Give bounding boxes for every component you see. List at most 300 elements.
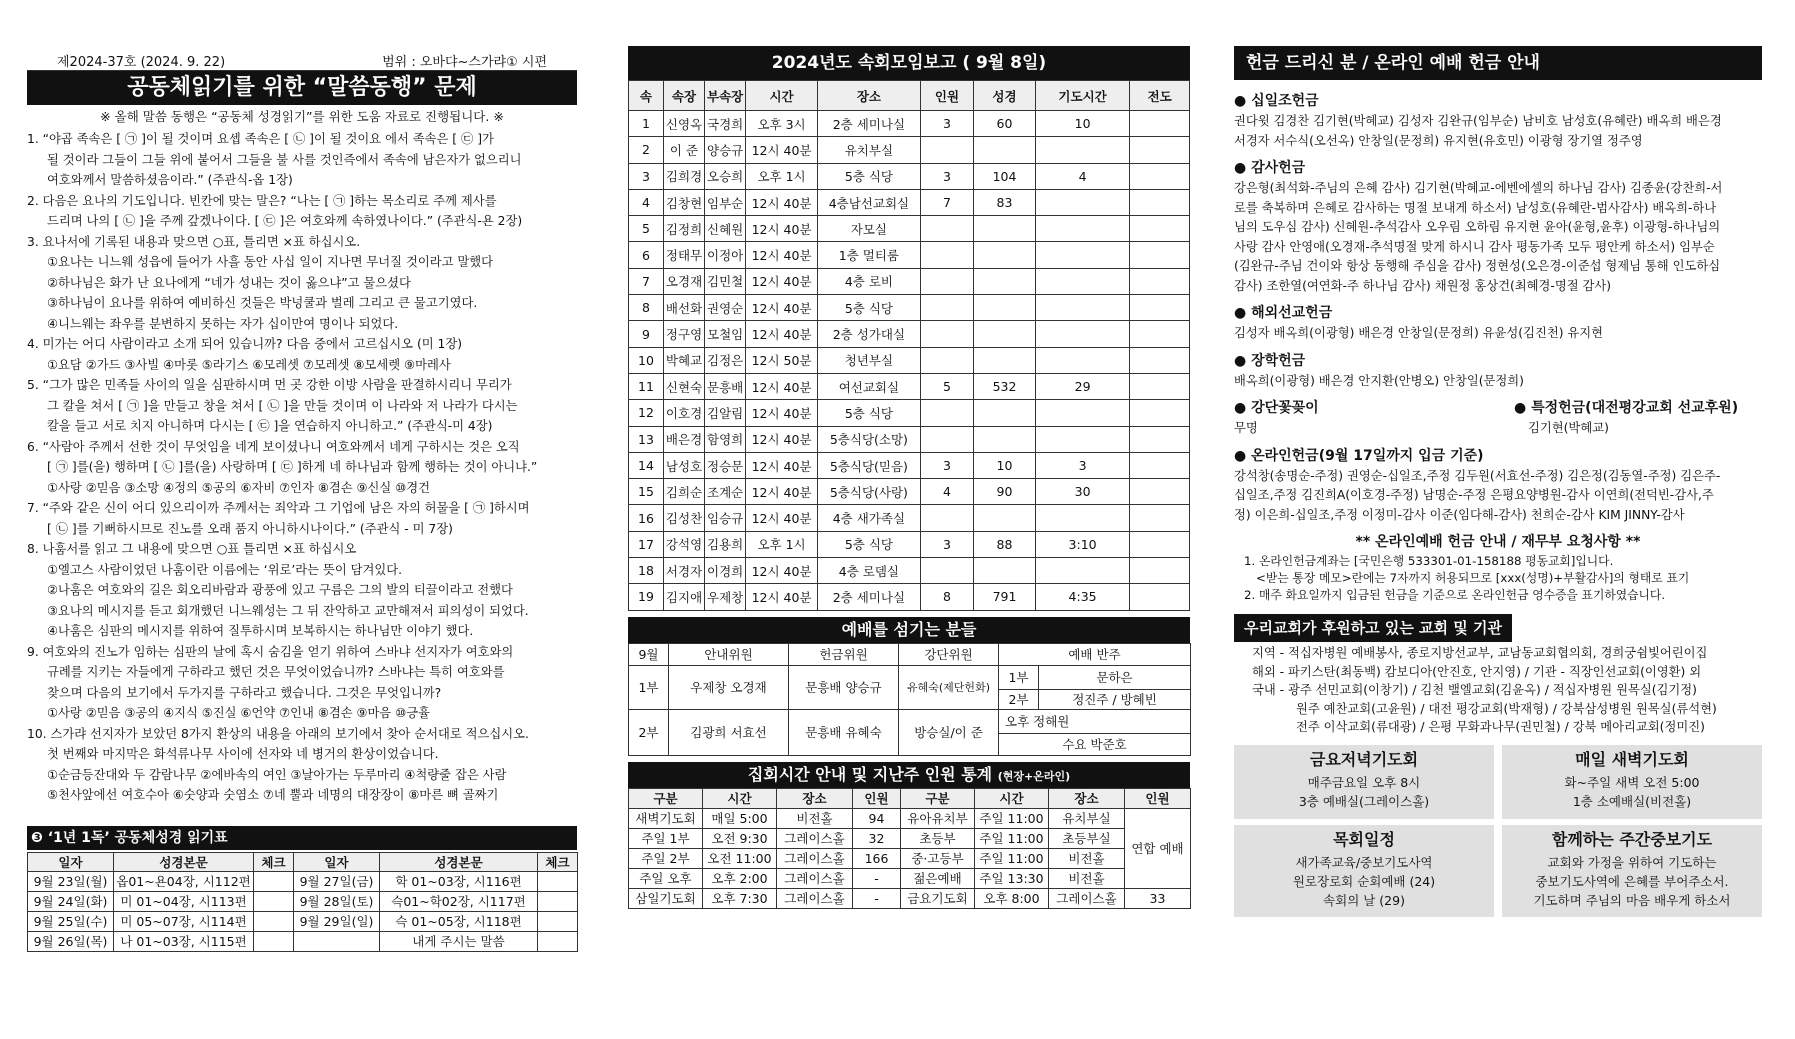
report-row <box>629 558 1190 584</box>
table-cell: 오후 1시 <box>746 531 818 557</box>
thanks-heading: ● 감사헌금 <box>1234 160 1306 176</box>
table-cell: 내게 주시는 말씀 <box>380 931 538 951</box>
table-cell: 비전홀 <box>1049 868 1125 888</box>
table-cell: - <box>853 868 901 888</box>
table-cell: 문흥배 <box>705 373 746 399</box>
table-cell: 166 <box>853 848 901 868</box>
table-cell <box>1130 558 1190 584</box>
table-cell: 12시 40분 <box>746 268 818 294</box>
scholar-list: 배옥희(이광형) 배은경 안지환(안병오) 안창일(문정희) <box>1234 373 1524 388</box>
table-cell: 배선화 <box>663 295 704 321</box>
table-cell: 주일 13:30 <box>975 868 1049 888</box>
report-header-cell: 속 <box>629 81 664 111</box>
table-cell: 12시 40분 <box>746 321 818 347</box>
flower-heading: ● 강단꽃꽂이 <box>1234 400 1319 416</box>
report-header-cell: 기도시간 <box>1035 81 1130 111</box>
table-cell: 삼일기도회 <box>629 888 703 908</box>
serve-h-offering: 헌금위원 <box>789 643 899 665</box>
table-cell: 12시 40분 <box>746 558 818 584</box>
table-cell: 젊은예배 <box>901 868 975 888</box>
report-header-cell: 성경 <box>974 81 1036 111</box>
quiz-line: 여호와께서 말씀하셨음이라.” (주관식-옵 1장) <box>47 173 293 187</box>
thanks-line: 로를 축복하며 은혜로 감사하는 명절 보내게 하소서) 남성호(유혜란-범사감사) 배옥희-하나 <box>1234 200 1717 215</box>
table-cell: 4층 로비 <box>818 268 921 294</box>
table-cell: 이경희 <box>705 558 746 584</box>
table-cell: 9월 27일(금) <box>294 871 380 891</box>
quiz-line: ④니느웨는 좌우를 분변하지 못하는 자가 십이만여 명이나 되었다. <box>47 316 399 331</box>
table-cell: 4층남선교회실 <box>818 189 921 215</box>
table-cell: 신혜원 <box>705 216 746 242</box>
table-cell: 주일 2부 <box>629 848 703 868</box>
offering-column <box>1234 46 1762 917</box>
table-cell: 정태무 <box>663 242 704 268</box>
quiz-line: 규례를 지키는 자들에게 구하라고 했던 것은 무엇이었습니까? 스바냐는 특히 여호와를 <box>47 665 505 679</box>
table-cell: 오경재 <box>663 268 704 294</box>
table-cell: 12 <box>629 400 664 426</box>
table-cell: 5층식당(소망) <box>818 426 921 452</box>
table-cell: 1층 멀티룸 <box>818 242 921 268</box>
table-cell: 5층 식당 <box>818 531 921 557</box>
notice-line: 1. 온라인헌금계좌는 [국민은행 533301-01-158188 평동교회]입니다. <box>1244 554 1614 568</box>
table-cell <box>1035 558 1130 584</box>
table-cell <box>920 242 973 268</box>
table-cell: 김성찬 <box>663 505 704 531</box>
support-line: 전주 이삭교회(류대광) / 은평 무화과나무(권민철) / 강북 메아리교회(정미진) <box>1296 720 1705 734</box>
table-cell: 그레이스홀 <box>777 848 853 868</box>
table-cell: 8 <box>920 584 973 610</box>
reading-row <box>28 931 578 951</box>
table-cell: 김용희 <box>705 531 746 557</box>
flower-list: 무명 <box>1234 421 1258 435</box>
table-cell: 9월 29일(일) <box>294 911 380 931</box>
table-cell: 오승희 <box>705 163 746 189</box>
box-line: 속회의 날 (29) <box>1323 892 1405 908</box>
table-cell <box>1035 268 1130 294</box>
table-cell: 미 01~04장, 시113편 <box>114 891 254 911</box>
reading-header-cell: 성경본문 <box>380 852 538 871</box>
table-cell: 김창현 <box>663 189 704 215</box>
table-cell <box>294 931 380 951</box>
table-cell: 10 <box>974 452 1036 478</box>
box-title: 금요저녁기도회 <box>1309 749 1419 769</box>
support-line: 해외 - 파키스탄(최동백) 캄보디아(안진호, 안지영) / 기관 - 직장인선교회(이영환) 외 <box>1252 664 1702 679</box>
issue-scope: 범위 : 오바댜~스가랴① 시편 <box>382 55 547 70</box>
mission-heading: ● 해외선교헌금 <box>1234 305 1333 321</box>
meet-header-cell: 시간 <box>975 788 1049 808</box>
table-cell <box>920 400 973 426</box>
quiz-line: 10. 스가랴 선지자가 보았던 8가지 환상의 내용을 아래의 보기에서 찾아 순서대로 적으십시오. <box>27 726 529 741</box>
table-cell: 금요기도회 <box>901 888 975 908</box>
table-cell: 오전 9:30 <box>703 828 777 848</box>
table-cell <box>1130 479 1190 505</box>
reading-header-cell: 일자 <box>28 852 114 871</box>
report-row <box>629 479 1190 505</box>
table-cell <box>1130 347 1190 373</box>
table-cell: 정승문 <box>705 452 746 478</box>
report-header-cell: 인원 <box>920 81 973 111</box>
box-title: 함께하는 주간중보기도 <box>1551 829 1713 849</box>
table-cell: 학 01~03장, 시116편 <box>380 871 538 891</box>
table-cell: 12시 40분 <box>746 295 818 321</box>
table-cell: 그레이스홀 <box>777 828 853 848</box>
table-cell <box>538 911 578 931</box>
table-cell: 12시 40분 <box>746 137 818 163</box>
table-cell: 김알림 <box>705 400 746 426</box>
serve-r1-altar: 유혜숙(제단헌화) <box>899 665 999 709</box>
pastoral-schedule-box <box>1234 825 1494 917</box>
quiz-line: 그 칼을 쳐서 [ ㉠ ]을 만들고 창을 쳐서 [ ㉡ ]을 만들 것이며 이 나라와 저 나라가 다시는 <box>47 398 518 413</box>
meet-row <box>629 808 1191 828</box>
quiz-line: 찾으며 다음의 보기에서 두가지를 구하라고 했습니다. 그것은 무엇입니까? <box>47 685 442 700</box>
table-cell <box>1130 189 1190 215</box>
table-cell: 임부순 <box>705 189 746 215</box>
reading-row <box>28 871 578 891</box>
table-cell: 그레이스홀 <box>1049 888 1125 908</box>
table-cell: 청년부실 <box>818 347 921 373</box>
table-cell <box>920 137 973 163</box>
table-cell <box>1130 373 1190 399</box>
table-cell: 권영순 <box>705 295 746 321</box>
table-cell <box>1130 505 1190 531</box>
table-cell <box>920 426 973 452</box>
support-line: 국내 - 광주 선민교회(이창기) / 김천 밸엘교회(김윤옥) / 적십자병원 원목실(김기정) <box>1252 683 1697 697</box>
quiz-line: ②나훔은 여호와의 길은 회오리바람과 광풍에 있고 구름은 그의 발의 티끌이라고 전했다 <box>47 583 513 597</box>
table-cell: 서경자 <box>663 558 704 584</box>
table-cell: 그레이스홀 <box>777 888 853 908</box>
box-line: 화~주일 새벽 오전 5:00 <box>1564 774 1700 790</box>
table-cell <box>974 558 1036 584</box>
notice-line: <받는 통장 메모>란에는 7자까지 허용되므로 [xxx(성명)+부활감사]의 형태로 표기 <box>1256 571 1690 585</box>
serve-r2-label: 2부 <box>629 709 669 755</box>
table-cell: 주일 오후 <box>629 868 703 888</box>
report-header-cell: 속장 <box>663 81 704 111</box>
table-cell: 매일 5:00 <box>703 808 777 828</box>
box-line: 원로장로회 순회예배 (24) <box>1292 873 1436 889</box>
tithe-heading: ● 십일조헌금 <box>1234 93 1319 109</box>
table-cell: 3 <box>920 452 973 478</box>
mission-list: 김성자 배옥희(이광형) 배은경 안창일(문정희) 유윤성(김진천) 유지현 <box>1234 326 1604 340</box>
table-cell: 조계순 <box>705 479 746 505</box>
table-cell <box>1130 111 1190 137</box>
report-row <box>629 242 1190 268</box>
issue-number: 제2024-37호 (2024. 9. 22) <box>57 55 226 70</box>
table-cell <box>1035 321 1130 347</box>
table-cell <box>920 321 973 347</box>
serve-h-usher: 안내위원 <box>669 643 789 665</box>
serve-r2-usher: 김광희 서효선 <box>669 709 789 755</box>
table-cell: 4 <box>920 479 973 505</box>
quiz-line: 8. 나훔서를 읽고 그 내용에 맞으면 ○표 틀리면 ×표 하십시오 <box>27 542 357 556</box>
quiz-line: 9. 여호와의 진노가 임하는 심판의 날에 혹시 숨김을 얻기 위하여 스바냐 선지자가 여호와의 <box>27 644 514 659</box>
table-cell: 박혜교 <box>663 347 704 373</box>
table-cell: 정구영 <box>663 321 704 347</box>
table-cell: 18 <box>629 558 664 584</box>
table-cell: 5 <box>920 373 973 399</box>
table-cell <box>1130 584 1190 610</box>
table-cell: 12시 40분 <box>746 216 818 242</box>
serve-h-month: 9월 <box>629 643 669 665</box>
table-cell: 94 <box>853 808 901 828</box>
table-cell: 2층 세미나실 <box>818 111 921 137</box>
serve-r1-banlabel: 1부 <box>999 665 1039 689</box>
quiz-line: ①엘고스 사람이었던 나훔이란 이름에는 ‘위로’라는 뜻이 담겨있다. <box>47 562 403 577</box>
meet-row <box>629 868 1191 888</box>
scholar-heading: ● 장학헌금 <box>1234 352 1306 369</box>
table-cell: 오전 11:00 <box>703 848 777 868</box>
report-row <box>629 189 1190 215</box>
report-row <box>629 111 1190 137</box>
table-cell: 신영옥 <box>663 111 704 137</box>
table-cell: 오후 7:30 <box>703 888 777 908</box>
table-cell: 4 <box>1035 163 1130 189</box>
table-cell: 그레이스홀 <box>777 868 853 888</box>
table-cell: 60 <box>974 111 1036 137</box>
offering-title: 헌금 드리신 분 / 온라인 예배 헌금 안내 <box>1234 46 1762 80</box>
table-cell: 남성호 <box>663 452 704 478</box>
serve-r2-altar: 방승실/이 준 <box>899 709 999 755</box>
box-line: 교회와 가정을 위하여 기도하는 <box>1547 854 1717 870</box>
online-list <box>1234 467 1762 526</box>
table-cell: 4층 새가족실 <box>818 505 921 531</box>
table-cell <box>974 137 1036 163</box>
serve-r1-ban: 문하은 <box>1039 665 1191 689</box>
table-cell: 미 05~07장, 시114편 <box>114 911 254 931</box>
table-cell: 17 <box>629 531 664 557</box>
report-row <box>629 531 1190 557</box>
table-cell: 주일 11:00 <box>975 808 1049 828</box>
report-row <box>629 400 1190 426</box>
table-cell: 오후 2:00 <box>703 868 777 888</box>
table-cell: 유치부실 <box>818 137 921 163</box>
meet-header-cell: 장소 <box>777 788 853 808</box>
report-column <box>628 46 1190 909</box>
tithe-line: 서경자 서수식(오선옥) 안창일(문정희) 유지현(유호민) 이광형 장기열 정주영 <box>1234 133 1643 148</box>
table-cell: 2 <box>629 137 664 163</box>
table-cell <box>538 931 578 951</box>
table-cell: 5 <box>629 216 664 242</box>
table-cell: 오후 3시 <box>746 111 818 137</box>
table-cell: 슥 01~05장, 시118편 <box>380 911 538 931</box>
serve-title: 예배를 섬기는 분들 <box>628 617 1190 643</box>
report-row <box>629 137 1190 163</box>
dawn-prayer-box <box>1502 745 1762 819</box>
table-cell <box>920 558 973 584</box>
table-cell: 5층 식당 <box>818 295 921 321</box>
reading-header-cell: 성경본문 <box>114 852 254 871</box>
table-cell: 13 <box>629 426 664 452</box>
meet-header-cell: 인원 <box>853 788 901 808</box>
support-title: 우리교회가 후원하고 있는 교회 및 기관 <box>1234 614 1512 642</box>
table-cell: 12시 40분 <box>746 373 818 399</box>
table-cell <box>1035 347 1130 373</box>
table-cell: 104 <box>974 163 1036 189</box>
table-cell: 19 <box>629 584 664 610</box>
table-cell: 5층식당(사랑) <box>818 479 921 505</box>
table-cell <box>1035 242 1130 268</box>
report-row <box>629 426 1190 452</box>
table-cell: 이정아 <box>705 242 746 268</box>
tithe-list <box>1234 112 1762 151</box>
table-cell <box>254 871 294 891</box>
quiz-line: ①사랑 ②믿음 ③소망 ④정의 ⑤공의 ⑥자비 ⑦인자 ⑧겸손 ⑨신실 ⑩경건 <box>47 480 430 495</box>
quiz-line: 2. 다음은 요나의 기도입니다. 빈칸에 맞는 말은? “나는 [ ㉠ ]하는 목소리로 주께 제사를 <box>27 193 497 208</box>
intercession-box <box>1502 825 1762 917</box>
table-cell <box>1130 268 1190 294</box>
table-cell: 신현숙 <box>663 373 704 399</box>
table-cell: 4층 로뎀실 <box>818 558 921 584</box>
table-cell: 30 <box>1035 479 1130 505</box>
table-cell: 12시 40분 <box>746 584 818 610</box>
box-line: 새가족교육/중보기도사역 <box>1295 854 1433 870</box>
table-cell <box>974 268 1036 294</box>
table-cell: 나 01~03장, 시115편 <box>114 931 254 951</box>
serve-r2-offering: 문흥배 유혜숙 <box>789 709 899 755</box>
quiz-line: ①순금등잔대와 두 감람나무 ②에바속의 여인 ③날아가는 두루마리 ④척량줄 잡은 사람 <box>47 767 507 782</box>
table-cell <box>974 321 1036 347</box>
table-cell: 12시 40분 <box>746 242 818 268</box>
quiz-note: ※ 올해 말씀 동행은 “공동체 성경읽기”를 위한 도움 자료로 진행됩니다. ※ <box>100 109 504 124</box>
table-cell <box>920 268 973 294</box>
serve-r2-ban: 정진주 / 방혜빈 <box>1039 689 1191 709</box>
thanks-line: 강은형(최석화-주님의 은혜 감사) 김기현(박혜교-에벤에셀의 하나님 감사) 김종윤(강찬희-서 <box>1234 181 1723 195</box>
table-cell: 3:10 <box>1035 531 1130 557</box>
table-cell <box>920 216 973 242</box>
table-cell <box>974 242 1036 268</box>
notice-heading: ** 온라인예배 헌금 안내 / 재무부 요청사항 ** <box>1355 534 1641 550</box>
table-cell <box>538 891 578 911</box>
report-header-cell: 전도 <box>1130 81 1190 111</box>
table-cell: 5층 식당 <box>818 163 921 189</box>
table-cell: 10 <box>629 347 664 373</box>
meet-header-cell: 시간 <box>703 788 777 808</box>
quiz-line: 7. “주와 같은 신이 어디 있으리이까 주께서는 죄악과 그 기업에 남은 자의 허물을 [ ㉠ ]하시며 <box>27 501 530 515</box>
table-cell: 29 <box>1035 373 1130 399</box>
table-cell: 3 <box>1035 452 1130 478</box>
quiz-line: ①요나는 니느웨 성읍에 들어가 사흘 동안 사십 일이 지나면 무너질 것이라고 말했다 <box>47 255 494 269</box>
table-cell <box>1130 531 1190 557</box>
table-cell: 김희경 <box>663 163 704 189</box>
table-cell <box>1130 242 1190 268</box>
table-cell: 10 <box>1035 111 1130 137</box>
table-cell: 김지애 <box>663 584 704 610</box>
table-cell: 주일 1부 <box>629 828 703 848</box>
support-line: 지역 - 적십자병원 예배봉사, 종로지방선교부, 교남동교회협의회, 경희궁쉼빛어린이집 <box>1252 646 1708 660</box>
table-cell: 9월 24일(화) <box>28 891 114 911</box>
quiz-line: ①요담 ②가드 ③사빌 ④마롯 ⑤라기스 ⑥모레셋 ⑦모레셋 ⑧모세렛 ⑨마레사 <box>47 357 451 372</box>
table-cell: 14 <box>629 452 664 478</box>
friday-prayer-box <box>1234 745 1494 819</box>
serve-r3-ban1: 오후 정해원 <box>999 709 1191 733</box>
table-cell: 12시 40분 <box>746 452 818 478</box>
quiz-questions <box>27 129 577 806</box>
report-row <box>629 216 1190 242</box>
table-cell <box>920 347 973 373</box>
table-cell: 5층식당(믿음) <box>818 452 921 478</box>
reading-row <box>28 911 578 931</box>
table-cell: 7 <box>920 189 973 215</box>
serve-r1-offering: 문흥배 양승규 <box>789 665 899 709</box>
quiz-line: 1. “야곱 족속은 [ ㉠ ]이 될 것이며 요셉 족속은 [ ㉡ ]이 될 것이요 에서 족속은 [ ㉢ ]가 <box>27 132 494 146</box>
report-row <box>629 268 1190 294</box>
report-row <box>629 321 1190 347</box>
table-cell: 791 <box>974 584 1036 610</box>
quiz-line: 칼을 들고 서로 치지 아니하며 다시는 [ ㉢ ]을 연습하지 아니하고.” (주관식-미 4장) <box>47 419 493 433</box>
table-cell: 4:35 <box>1035 584 1130 610</box>
quiz-line: 4. 미가는 어디 사람이라고 소개 되어 있습니까? 다음 중에서 고르십시오 (미 1장) <box>27 337 463 351</box>
table-cell <box>974 400 1036 426</box>
reading-title: ❸ ‘1년 1독’ 공동체성경 읽기표 <box>27 826 577 850</box>
table-cell: 12시 40분 <box>746 479 818 505</box>
table-cell <box>974 295 1036 321</box>
quiz-column <box>27 46 577 952</box>
table-cell: 양승규 <box>705 137 746 163</box>
table-cell: 5층 식당 <box>818 400 921 426</box>
reading-header-cell: 일자 <box>294 852 380 871</box>
table-cell: 12시 50분 <box>746 347 818 373</box>
table-cell <box>1130 137 1190 163</box>
reading-table <box>27 852 578 952</box>
table-cell: 함영희 <box>705 426 746 452</box>
table-cell: 12시 40분 <box>746 400 818 426</box>
table-cell: 9월 28일(토) <box>294 891 380 911</box>
table-cell <box>254 911 294 931</box>
quiz-line: 될 것이라 그들이 그들 위에 붙어서 그들을 불 사를 것인즉에서 족속에 남은자가 없으리니 <box>47 152 522 167</box>
table-cell <box>920 505 973 531</box>
serve-h-accomp: 예배 반주 <box>999 643 1191 665</box>
table-cell: 이호경 <box>663 400 704 426</box>
quiz-line: ②하나님은 화가 난 요나에게 “네가 성내는 것이 옳으냐”고 물으셨다 <box>47 275 411 290</box>
notice-list <box>1234 553 1762 604</box>
meet-union-cell: 연합 예배 <box>1125 808 1191 888</box>
quiz-line: [ ㉡ ]를 기뻐하시므로 진노를 오래 품지 아니하시나이다.” (주관식 - 미 7장) <box>47 521 453 536</box>
table-cell: 9월 23일(월) <box>28 871 114 891</box>
thanks-line: (김완규-주님 건이와 항상 동행해 주심을 감사) 정현성(오은경-이준섭 형제님 통해 인도하심 <box>1234 259 1721 273</box>
meet-row <box>629 888 1191 908</box>
serve-r1-usher: 우제창 오경재 <box>669 665 789 709</box>
table-cell: 12시 40분 <box>746 426 818 452</box>
table-cell: 중·고등부 <box>901 848 975 868</box>
table-cell: 9월 26일(목) <box>28 931 114 951</box>
table-cell: 비전홀 <box>1049 848 1125 868</box>
table-cell: 임승규 <box>705 505 746 531</box>
meet-title-text: 집회시간 안내 및 지난주 인원 통계 <box>747 764 993 784</box>
table-cell <box>974 216 1036 242</box>
quiz-line: ④나훔은 심판의 메시지를 위하여 질투하시며 보복하시는 하나님만 이야기 했다. <box>47 624 474 638</box>
table-cell: 16 <box>629 505 664 531</box>
report-table <box>628 80 1190 611</box>
table-cell <box>1035 189 1130 215</box>
thanks-line: 사랑 감사 안영애(오경재-추석명절 맞게 하시니 감사 평동가족 모두 평안케 하소서) 임부순 <box>1234 239 1715 254</box>
table-cell: 88 <box>974 531 1036 557</box>
table-cell: 비전홀 <box>777 808 853 828</box>
table-cell <box>1035 295 1130 321</box>
table-cell: 9월 25일(수) <box>28 911 114 931</box>
report-header-cell: 장소 <box>818 81 921 111</box>
table-cell: 강석영 <box>663 531 704 557</box>
table-cell <box>1130 321 1190 347</box>
table-cell: 32 <box>853 828 901 848</box>
table-cell: 6 <box>629 242 664 268</box>
table-cell: 15 <box>629 479 664 505</box>
report-row <box>629 347 1190 373</box>
quiz-line: ③하나님이 요나를 위하여 예비하신 것들은 박넝쿨과 벌레 그리고 큰 물고기였다. <box>47 296 478 310</box>
support-list <box>1234 644 1762 737</box>
meet-row <box>629 848 1191 868</box>
report-row <box>629 163 1190 189</box>
table-cell: 우제창 <box>705 584 746 610</box>
table-cell: 주일 11:00 <box>975 828 1049 848</box>
meet-row <box>629 828 1191 848</box>
